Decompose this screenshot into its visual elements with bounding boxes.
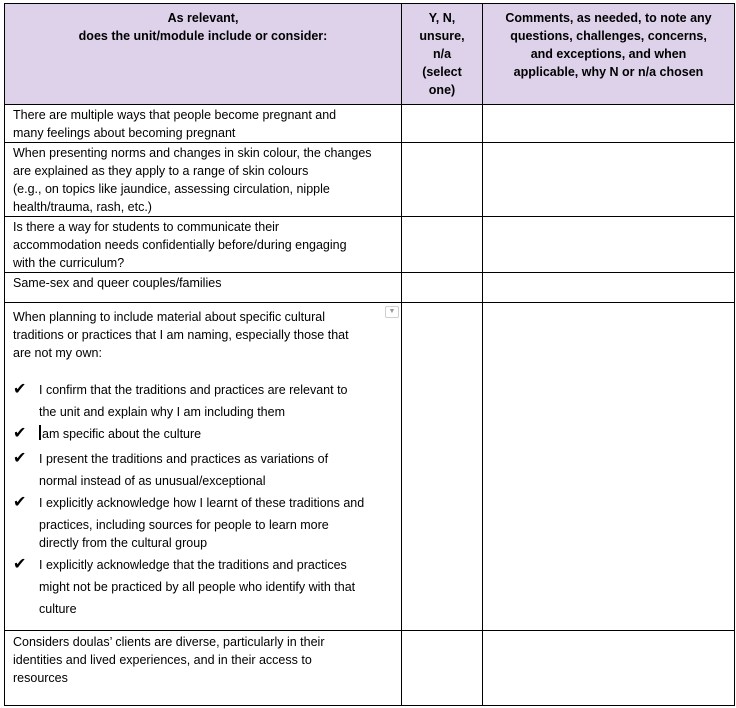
- table-row: [5, 631, 735, 706]
- checklist-item: ✔ I present the traditions and practices as variations of normal instead of as unusual/exceptional: [13, 450, 329, 488]
- criteria-table: [4, 3, 735, 706]
- check-icon: ✔: [13, 494, 27, 511]
- response-cell[interactable]: [402, 303, 483, 631]
- criterion-cell: There are multiple ways that people become pregnant and many feelings about becoming pregnant: [5, 105, 402, 143]
- response-cell[interactable]: [402, 143, 483, 217]
- criterion-cell: When presenting norms and changes in skin colour, the changes are explained as they apply to a range of skin colours (e.g., on topics like jaundice, assessing circulation, nipple health/trauma, rash, etc.): [5, 143, 402, 217]
- criterion-cell: ▼ When planning to include material about specific cultural traditions or practices that I am naming, especially those that are not my own: ✔ I confirm that the traditions and practices are relevant to the unit and explain why I am including them ✔ am specific about the culture ✔ I present the traditions and practices as variations of normal instead of as unusual/exceptional ✔ I explicitly acknowledge how I learnt of these traditions and practices, including sources for people to learn more directly from the cultural group ✔ I explicitly acknowledge that the traditions and practices might not be practiced by all people who identify with that culture: [5, 303, 402, 631]
- response-cell[interactable]: [402, 217, 483, 273]
- table-row: [5, 105, 735, 143]
- text-cursor: [39, 425, 41, 440]
- table-row: [5, 143, 735, 217]
- check-icon: ✔: [13, 450, 27, 467]
- checklist-item: ✔ I explicitly acknowledge how I learnt of these traditions and practices, including sources for people to learn more directly from the cultural group: [13, 494, 365, 550]
- check-icon: ✔: [13, 425, 27, 442]
- response-cell[interactable]: [402, 273, 483, 303]
- checklist-item: ✔ am specific about the culture: [13, 423, 397, 445]
- header-criteria: As relevant, does the unit/module include or consider:: [5, 4, 402, 105]
- header-row: [5, 4, 735, 105]
- criterion-cell: Same-sex and queer couples/families: [5, 273, 402, 303]
- checklist-item: ✔ I confirm that the traditions and practices are relevant to the unit and explain why I am including them: [13, 381, 348, 419]
- header-response: Y, N, unsure, n/a (select one): [402, 4, 483, 105]
- comment-cell[interactable]: [483, 143, 735, 217]
- checklist-item: ✔ I explicitly acknowledge that the traditions and practices might not be practiced by all people who identify with that culture: [13, 556, 356, 616]
- response-cell[interactable]: [402, 105, 483, 143]
- dropdown-arrow-icon[interactable]: ▼: [385, 306, 399, 318]
- check-icon: ✔: [13, 381, 27, 398]
- criterion-cell: Considers doulas’ clients are diverse, particularly in their identities and lived experiences, and in their access to resources: [5, 631, 402, 706]
- response-cell[interactable]: [402, 631, 483, 706]
- header-comments: Comments, as needed, to note any questions, challenges, concerns, and exceptions, and when applicable, why N or n/a chosen: [483, 4, 735, 105]
- comment-cell[interactable]: [483, 631, 735, 706]
- check-icon: ✔: [13, 556, 27, 573]
- comment-cell[interactable]: [483, 273, 735, 303]
- table-row: [5, 273, 735, 303]
- comment-cell[interactable]: [483, 105, 735, 143]
- comment-cell[interactable]: [483, 303, 735, 631]
- table-row: [5, 217, 735, 273]
- comment-cell[interactable]: [483, 217, 735, 273]
- table-row-cultural: [5, 303, 735, 631]
- criterion-cell: Is there a way for students to communicate their accommodation needs confidentially before/during engaging with the curriculum?: [5, 217, 402, 273]
